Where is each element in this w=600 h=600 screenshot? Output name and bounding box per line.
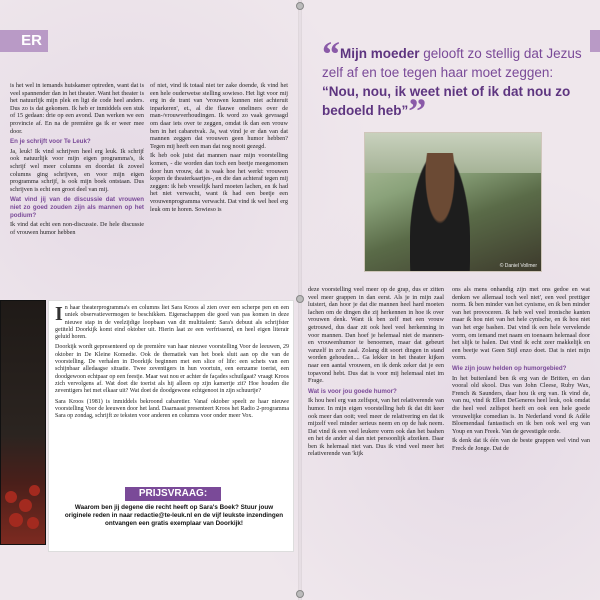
paragraph: Ik denk dat ik één van de beste grappen wel vind van Freck de Jonge. Dat de (452, 437, 590, 452)
article-column-3 (308, 286, 444, 586)
paragraph: Ik vind dat echt een non-discussie. De hele discussie of vrouwen humor hebben (10, 221, 144, 236)
paragraph: Ik hou heel erg van zelfspot, van het relativerende van humor. In mijn eigen voorstelling heb ik dat dit keer ook meer dan ooit; veel meer de relativering en dat ik mijzelf veel minder serieus neem en op de hak neem. Dat vind ik een veel leukere vorm ook dan het bashen en het de ander al dan niet persoonlijk afzeiken. Daar ben ik helemaal niet van. Dus ik vind veel meer het relativerende van 'kijk (308, 397, 444, 458)
paragraph: of niet, vind ik totaal niet ter zake doende, ik vind het een hele ouderwetse stelling sowieso. Het ligt voor mij erg in de trant van 'vrouwen kunnen niet achteruit inparkeren', et., al die flauwe oneliners over de man-/vrouwverhoudingen. Ik word zo vaak gevraagd om daar iets over te zeggen, omdat ik dan een vrouw ben in het cabaretvak. Ja, wat vind je er dan van dat mannen zeggen dat vrouwen geen humor hebben? Tegen mij heeft een man dat nog nooit gezegd. (150, 82, 288, 150)
paragraph: In het buitenland ben ik erg van de Britten, en dan vooral old skool. Dus van John Cleese, Ruby Wax, French & Saunders, daar hou ik erg van. Ik vind de, van nu, vind ik Ellen DeGeneres heel leuk, ook omdat die heel veel zelfspot heeft en ook een hele goede vrouwelijke comedian is. In Nederland vond ik Adèle Bloemendaal fantastisch en ik ben ook wel erg van Youp en van Freek. Van de gevestigde orde. (452, 374, 590, 435)
pull-quote-text: gelooft zo stellig dat Jezus zelf af en toe tegen haar moet zeggen: (322, 46, 582, 80)
book-cover-image (0, 300, 46, 545)
open-quote-mark: “ (322, 34, 340, 74)
article-column-2 (150, 82, 288, 292)
paragraph: Sara Kroos (1981) is inmiddels bekroond cabaretier. Vanaf oktober speelt ze haar nieuwe voorstelling Voor de leeuwen door het land. Daarnaast presenteert Kroos het Radio 2-programma Sara op zondag, schrijft ze teksten voor anderen en columns voor onder meer Vox. (55, 398, 289, 420)
paragraph: deze voorstelling veel meer op de grap, dus er zitten veel meer grappen in dan eerst. Als je in mijn zaal luistert, dan hoor je dat die mannen heel hard moeten lachen om de dingen die zij herkennen in hoe ik over vrouwen denk. Want ik ben zelf met een vrouw getrouwd, dus daar zit ook heel veel herkenning in voor mannen. Dan hoef je helemaal niet de mannen- en vrouwenhumor te benoemen, maar dat gebeurt vanzelf in zo'n zaal. Zolang dit soort dingen in stand worden gehouden.... Ga lekker in het theater kijken naar een aantal vrouwen, en ik denk zeker dat je een topavond hebt. Dus dat is voor mij helemaal niet im Frage. (308, 286, 444, 385)
cherry-shape (9, 513, 23, 527)
cherry-shape (27, 517, 39, 529)
portrait-photo (364, 132, 542, 272)
book-info-box (48, 300, 294, 552)
paragraph: is het wel in iemands huiskamer optreden, want dat is veel spannender dan in het theater. Want het theater is het natuurlijk mijn plek en ligt de code heel anders. Dus zo is dat gekomen. Ik heb er inmiddels een stuk of 15 gedaan: drie op een avond. Dan werken we een provincie af. En na de première ga ik er weer mee door. (10, 82, 144, 135)
contest-label: PRIJSVRAAG: (125, 487, 221, 501)
photo-credit: © Daniel Vollmer (499, 263, 537, 269)
paragraph (55, 305, 289, 341)
cherry-shape (29, 485, 40, 496)
interview-question: Wat is voor jou goede humor? (308, 387, 397, 395)
interview-question: Wie zijn jouw helden op humorgebied? (452, 364, 567, 372)
pull-quote-bold: “Nou, nou, ik weet niet of ik dat nou zo bedoeld heb” (322, 84, 571, 118)
interview-question: Wat vind jij van de discussie dat vrouwen niet zo goed zouden zijn als mannen op het podium? (10, 196, 144, 219)
paragraph: ons als mens onhandig zijn met ons gedoe en wat denken we allemaal toch wel niet', een veel prettiger norm. Ik ben minder van het cynisme, en ik ben minder van het provoceren. Ik heb wel veel ironische kanten maar ik hou niet van het hele cynische, en ik hou niet van het erge bashen. Dat vind ik een hele vervelende vorm, om iemand met naam en toenaam helemaal door het slijk te halen. Dat vind ik echt zeer makkelijk en een beetje wat Geen Stijl enzo doet. Dat is niet mijn vorm. (452, 286, 590, 362)
close-quote-mark: ” (408, 91, 427, 131)
paragraph: Doorkijk wordt gepresenteerd op de première van haar nieuwe voorstelling Voor de leeuwen, 29 oktober in De Kleine Komedie. Ook de thematiek van het boek sluit aan op die van de voorstelling. De verhalen in Doorkijk beginnen met een slice of life: een schets van een schijnbaar alledaagse situatie. Twee zeventigers in hun voortuin, een eenzame toerist, een doodgewoon echtpaar op een feestje. Maar wat nou er achter de façades schuilgaat? vraagt Kroos zich vervolgens af. Wat doet die toerist als hij alleen op zijn kamertje zit? Hoe houden die zeventigers het met elkaar uit? Wat doet de doodgewone echtgenoot in zijn schuurtje? (55, 344, 289, 395)
article-column-1 (10, 82, 144, 292)
section-tab-right (590, 30, 600, 52)
book-info-text (55, 305, 289, 423)
paragraph: Ik heb ook juist dat mannen naar mijn voorstelling komen, - die worden dan toch een beetje meegenomen door hun vrouw, dat is vaak hoe het werkt: vrouwen kopen de theaterkaartjes-, en die dan achteraf tegen mij zeggen: ik heb vreselijk hard moeten lachen, en ik had het niet verwacht, want ik had een beetje een vrouwenprogramma verwacht. Dat vind ik wel heel erg leuk om te horen. Sowieso is (150, 152, 288, 213)
drop-cap: I (55, 303, 63, 325)
cherry-shape (5, 491, 17, 503)
pull-quote-lead: Mijn moeder (340, 46, 420, 61)
photo-figure (410, 153, 470, 272)
contest-text: Waarom ben jij degene die recht heeft op Sara's Boek? Stuur jouw originele reden in naar redactie@te-leuk.nl en de vijf leukste inzendingen ontvangen een gratis exemplaar van Doorkijk! (64, 504, 284, 527)
staple-middle (296, 295, 304, 303)
interview-question: En je schrijft voor Te Leuk? (10, 138, 91, 146)
staple-top (296, 2, 304, 10)
cherry-shape (19, 499, 32, 512)
paragraph-text: n haar theaterprogramma's en columns liet Sara Kroos al zien over een scherpe pen en een uniek observatievermogen te beschikken. Eigenschappen die goed van pas komen in deze nieuwe stap in de veelzijdige loopbaan van dit multitalent: Sara's debuut als schrijfster getiteld Doorkijk komt eind oktober uit. Hierin laat ze een verfrissend, en heel eigen literair geluid horen. (55, 305, 289, 341)
pull-quote (322, 34, 590, 131)
paragraph: Ja, leuk! Ik vind schrijven heel erg leuk. Ik schrijf ook natuurlijk voor mijn eigen programma's, ik schrijf wel meer columns en doordat ik zoveel columns ging schrijven, en voor mijn eigen programma schrijf, is ook mijn boek ontstaan. Dus schrijven is echt een groot deel van mij. (10, 147, 144, 193)
section-tab-left: ER (0, 30, 48, 52)
staple-bottom (296, 590, 304, 598)
article-column-4 (452, 286, 590, 586)
